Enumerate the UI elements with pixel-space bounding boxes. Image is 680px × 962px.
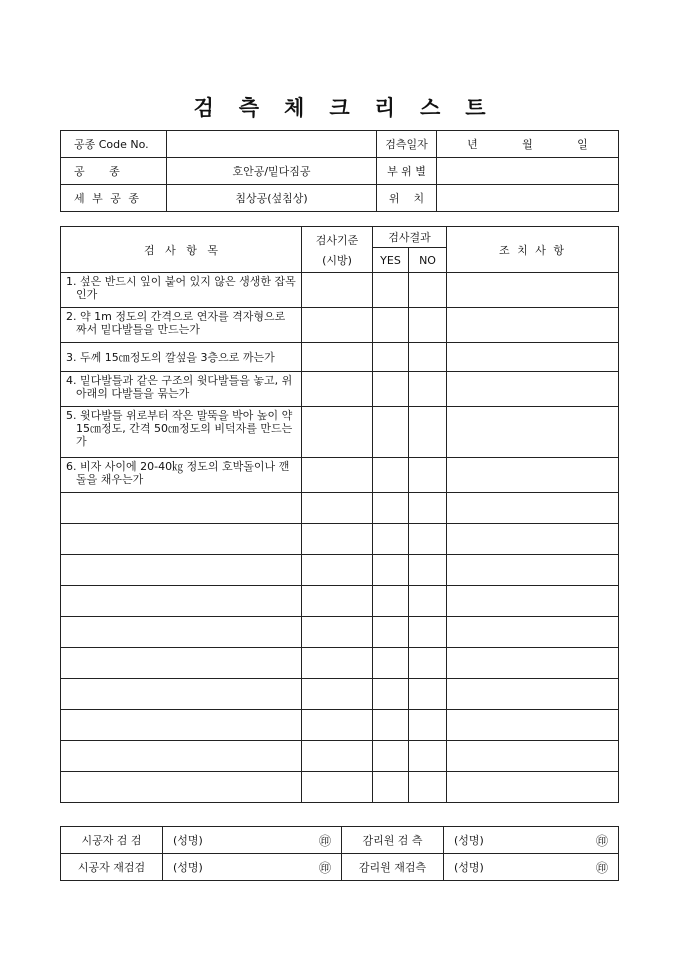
col-no: NO bbox=[409, 248, 447, 273]
table-row bbox=[61, 308, 619, 343]
col-action: 조 치 사 항 bbox=[447, 227, 619, 273]
standard-cell[interactable] bbox=[302, 273, 373, 308]
item-text: 1. 섶은 반드시 잎이 붙어 있지 않은 생생한 잡목인가 bbox=[66, 275, 296, 301]
item-text: 2. 약 1m 정도의 간격으로 연자를 격자형으로 짜서 밑다발틀을 만드는가 bbox=[66, 310, 286, 336]
item-text: 3. 두께 15㎝정도의 깔섶을 3층으로 까는가 bbox=[66, 350, 275, 364]
header-table bbox=[60, 130, 619, 212]
contractor-check-sign[interactable] bbox=[163, 827, 342, 854]
table-row bbox=[61, 343, 619, 372]
loc-label: 위 치 bbox=[377, 185, 437, 212]
date-year: 년 bbox=[467, 138, 478, 151]
work-label: 공 종 bbox=[61, 158, 167, 185]
no-cell[interactable] bbox=[409, 273, 447, 308]
item-text: 5. 윗다발틀 위로부터 작은 말뚝을 박아 높이 약15㎝정도, 간격 50㎝정도의 비덕자를 만드는가 bbox=[66, 409, 293, 448]
action-cell[interactable] bbox=[447, 273, 619, 308]
title-char: 리 bbox=[374, 95, 396, 120]
date-label: 검측일자 bbox=[377, 131, 437, 158]
detail-value[interactable]: 침상공(섶침상) bbox=[167, 185, 377, 212]
signature-label: (성명) bbox=[173, 860, 203, 874]
title-char: 측 bbox=[238, 95, 261, 120]
seal-icon: ㊞ bbox=[595, 833, 608, 848]
empty-row bbox=[61, 741, 619, 772]
col-standard bbox=[302, 227, 373, 273]
yes-cell[interactable] bbox=[373, 372, 409, 407]
table-row bbox=[61, 273, 619, 308]
yes-cell[interactable] bbox=[373, 273, 409, 308]
no-cell[interactable] bbox=[409, 343, 447, 372]
standard-cell[interactable] bbox=[302, 458, 373, 493]
supervisor-check-sign[interactable] bbox=[444, 827, 619, 854]
empty-row bbox=[61, 772, 619, 803]
contractor-recheck-sign[interactable] bbox=[163, 854, 342, 881]
action-cell[interactable] bbox=[447, 372, 619, 407]
action-cell[interactable] bbox=[447, 407, 619, 458]
title-char: 체 bbox=[284, 95, 306, 120]
title-char: 트 bbox=[465, 95, 487, 120]
empty-row bbox=[61, 493, 619, 524]
col-result: 검사결과 bbox=[373, 227, 447, 248]
signature-label: (성명) bbox=[173, 833, 203, 847]
seal-icon: ㊞ bbox=[318, 833, 331, 848]
item-text: 6. 비자 사이에 20-40㎏ 정도의 호박돌이나 깬돌을 채우는가 bbox=[66, 460, 290, 486]
supervisor-recheck-sign[interactable] bbox=[444, 854, 619, 881]
loc-value[interactable] bbox=[437, 185, 619, 212]
date-month: 월 bbox=[522, 138, 533, 151]
seal-icon: ㊞ bbox=[595, 860, 608, 875]
yes-cell[interactable] bbox=[373, 308, 409, 343]
signature-table bbox=[60, 826, 619, 881]
contractor-recheck-label: 시공자 재검검 bbox=[61, 854, 163, 881]
action-cell[interactable] bbox=[447, 343, 619, 372]
no-cell[interactable] bbox=[409, 407, 447, 458]
yes-cell[interactable] bbox=[373, 458, 409, 493]
standard-cell[interactable] bbox=[302, 407, 373, 458]
date-value[interactable] bbox=[437, 131, 619, 158]
standard-cell[interactable] bbox=[302, 343, 373, 372]
empty-row bbox=[61, 586, 619, 617]
detail-label: 세 부 공 종 bbox=[61, 185, 167, 212]
col-standard-line2: (시방) bbox=[322, 253, 352, 267]
empty-row bbox=[61, 524, 619, 555]
col-items: 검 사 항 목 bbox=[61, 227, 302, 273]
code-label: 공종 Code No. bbox=[61, 131, 167, 158]
table-row bbox=[61, 458, 619, 493]
item-text: 4. 밑다발틀과 같은 구조의 윗다발틀을 놓고, 위아래의 다발틀을 묶는가 bbox=[66, 374, 293, 400]
title-char: 크 bbox=[329, 95, 351, 120]
code-value[interactable] bbox=[167, 131, 377, 158]
table-row bbox=[61, 372, 619, 407]
no-cell[interactable] bbox=[409, 458, 447, 493]
table-row bbox=[61, 407, 619, 458]
no-cell[interactable] bbox=[409, 308, 447, 343]
empty-row bbox=[61, 555, 619, 586]
action-cell[interactable] bbox=[447, 458, 619, 493]
supervisor-recheck-label: 감리원 재검측 bbox=[342, 854, 444, 881]
standard-cell[interactable] bbox=[302, 308, 373, 343]
signature-label: (성명) bbox=[454, 833, 484, 847]
work-value[interactable]: 호안공/밑다짐공 bbox=[167, 158, 377, 185]
date-day: 일 bbox=[577, 138, 588, 151]
empty-row bbox=[61, 710, 619, 741]
contractor-check-label: 시공자 검 검 bbox=[61, 827, 163, 854]
title-char: 스 bbox=[419, 95, 442, 120]
standard-cell[interactable] bbox=[302, 372, 373, 407]
checklist-table bbox=[60, 226, 619, 803]
col-standard-line1: 검사기준 bbox=[315, 233, 359, 247]
part-label: 부 위 별 bbox=[377, 158, 437, 185]
action-cell[interactable] bbox=[447, 308, 619, 343]
title-char: 검 bbox=[193, 95, 215, 120]
empty-row bbox=[61, 617, 619, 648]
signature-label: (성명) bbox=[454, 860, 484, 874]
yes-cell[interactable] bbox=[373, 343, 409, 372]
empty-row bbox=[61, 648, 619, 679]
no-cell[interactable] bbox=[409, 372, 447, 407]
col-yes: YES bbox=[373, 248, 409, 273]
supervisor-check-label: 감리원 검 측 bbox=[342, 827, 444, 854]
seal-icon: ㊞ bbox=[318, 860, 331, 875]
empty-row bbox=[61, 679, 619, 710]
yes-cell[interactable] bbox=[373, 407, 409, 458]
page-title bbox=[0, 92, 680, 122]
part-value[interactable] bbox=[437, 158, 619, 185]
